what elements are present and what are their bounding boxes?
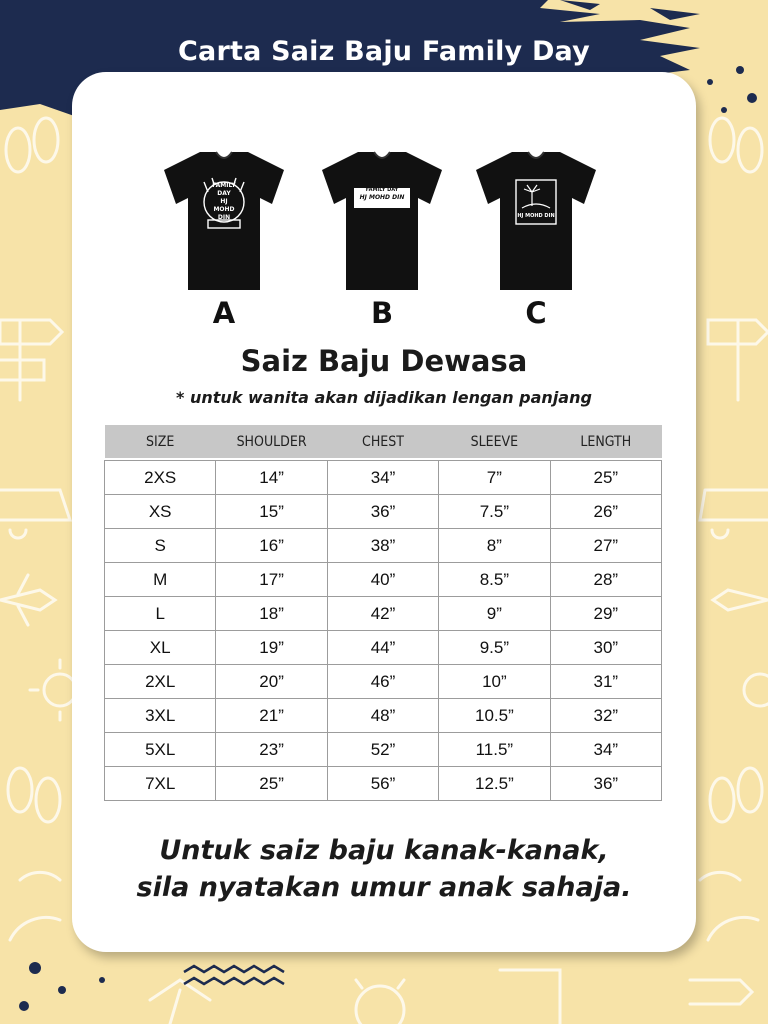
header-sleeve: SLEEVE: [439, 425, 550, 458]
table-cell: 23”: [216, 733, 327, 767]
children-note-line1: Untuk saiz baju kanak-kanak,: [159, 835, 609, 866]
table-cell: 11.5”: [439, 733, 550, 767]
table-cell: 10.5”: [439, 699, 550, 733]
shirt-a-print-line: MOHD: [213, 206, 235, 213]
table-cell: 42”: [327, 597, 438, 631]
table-cell: 19”: [216, 631, 327, 665]
table-header-row: [105, 425, 662, 458]
shirt-b-print-line: FAMILY DAY: [365, 187, 399, 193]
table-cell: 7”: [439, 461, 550, 495]
table-cell: 8”: [439, 529, 550, 563]
table-cell: 36”: [327, 495, 438, 529]
table-cell: 9”: [439, 597, 550, 631]
table-cell: 16”: [216, 529, 327, 563]
shirt-c-label: C: [525, 296, 547, 330]
tshirt-c-icon: [472, 148, 600, 294]
table-cell: 18”: [216, 597, 327, 631]
table-cell: 7XL: [105, 767, 216, 801]
table-row: [105, 631, 662, 665]
table-cell: 12.5”: [439, 767, 550, 801]
table-cell: 56”: [327, 767, 438, 801]
table-cell: 10”: [439, 665, 550, 699]
table-row: [105, 529, 662, 563]
table-row: [105, 495, 662, 529]
table-row: [105, 733, 662, 767]
table-cell: 7.5”: [439, 495, 550, 529]
header-length: LENGTH: [550, 425, 661, 458]
table-row: [105, 665, 662, 699]
table-cell: 25”: [216, 767, 327, 801]
table-cell: 38”: [327, 529, 438, 563]
section-note: * untuk wanita akan dijadikan lengan panjang: [176, 388, 592, 407]
size-table: [104, 425, 662, 801]
size-table-body: [105, 458, 662, 801]
table-cell: 44”: [327, 631, 438, 665]
table-cell: 5XL: [105, 733, 216, 767]
table-cell: 32”: [550, 699, 661, 733]
table-cell: 15”: [216, 495, 327, 529]
table-cell: M: [105, 563, 216, 597]
shirt-a-print: [206, 182, 242, 222]
table-cell: 25”: [550, 461, 661, 495]
table-cell: 21”: [216, 699, 327, 733]
section-heading: Saiz Baju Dewasa: [240, 344, 528, 378]
table-cell: 34”: [327, 461, 438, 495]
header-size: SIZE: [105, 425, 216, 458]
table-cell: 14”: [216, 461, 327, 495]
table-cell: 31”: [550, 665, 661, 699]
shirt-c: [472, 148, 600, 294]
table-cell: 52”: [327, 733, 438, 767]
table-row: [105, 461, 662, 495]
banner-title: Carta Saiz Baju Family Day: [178, 36, 590, 67]
tshirt-b-icon: [318, 148, 446, 294]
table-cell: 2XL: [105, 665, 216, 699]
shirt-b-print-line: HJ MOHD DIN: [359, 194, 405, 201]
shirt-a-print-line: DIN: [217, 214, 231, 221]
table-cell: 46”: [327, 665, 438, 699]
table-cell: XS: [105, 495, 216, 529]
table-cell: S: [105, 529, 216, 563]
table-cell: 3XL: [105, 699, 216, 733]
table-cell: 2XS: [105, 461, 216, 495]
table-cell: 26”: [550, 495, 661, 529]
header-shoulder: SHOULDER: [216, 425, 327, 458]
table-cell: XL: [105, 631, 216, 665]
shirt-a-print-line: FAMILY DAY: [212, 182, 236, 197]
table-cell: 30”: [550, 631, 661, 665]
shirt-b-print: [354, 187, 410, 201]
header-chest: CHEST: [327, 425, 438, 458]
table-cell: 29”: [550, 597, 661, 631]
table-row: [105, 563, 662, 597]
shirt-b: [318, 148, 446, 294]
shirt-a-label: A: [212, 296, 236, 330]
children-note: [0, 832, 768, 906]
table-cell: 48”: [327, 699, 438, 733]
children-note-line2: sila nyatakan umur anak sahaja.: [136, 872, 632, 903]
table-cell: 28”: [550, 563, 661, 597]
table-cell: 9.5”: [439, 631, 550, 665]
table-cell: 8.5”: [439, 563, 550, 597]
shirt-a-print-line: HJ: [220, 198, 228, 205]
table-cell: 40”: [327, 563, 438, 597]
shirt-b-label: B: [370, 296, 394, 330]
table-cell: 27”: [550, 529, 661, 563]
table-row: [105, 767, 662, 801]
table-row: [105, 597, 662, 631]
table-cell: 17”: [216, 563, 327, 597]
shirt-c-print: HJ MOHD DIN: [517, 213, 555, 219]
table-cell: L: [105, 597, 216, 631]
table-cell: 36”: [550, 767, 661, 801]
table-cell: 20”: [216, 665, 327, 699]
table-row: [105, 699, 662, 733]
table-cell: 34”: [550, 733, 661, 767]
